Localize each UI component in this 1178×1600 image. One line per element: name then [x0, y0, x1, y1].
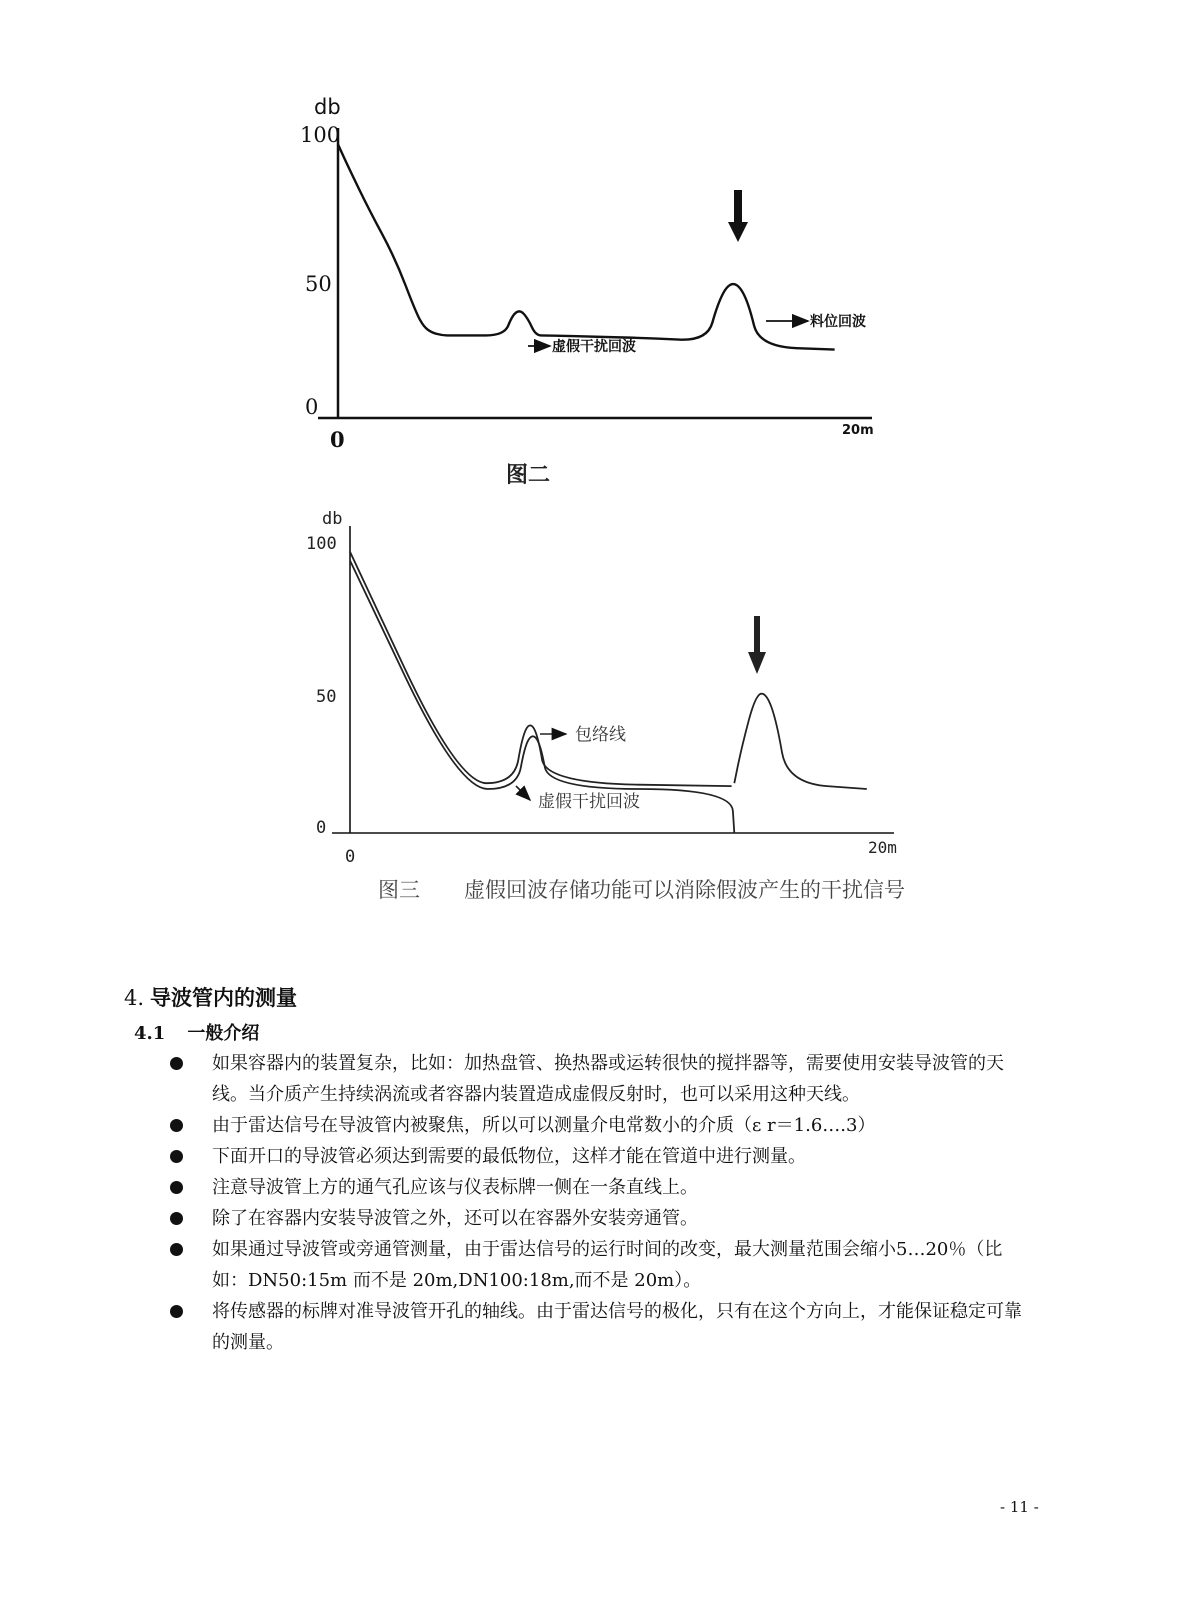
list-item	[168, 1203, 1028, 1234]
down-arrow-icon	[748, 616, 766, 674]
list-item	[168, 1110, 1028, 1141]
list-item-text: 如果通过导波管或旁通管测量，由于雷达信号的运行时间的改变，最大测量范围会缩小5…20％（比如：DN50:15m 而不是 20m,DN100:18m,而不是 20m）。	[212, 1239, 1003, 1291]
list-item-text: 注意导波管上方的通气孔应该与仪表标牌一侧在一条直线上。	[212, 1177, 698, 1198]
list-item-text: 下面开口的导波管必须达到需要的最低物位，这样才能在管道中进行测量。	[212, 1146, 806, 1167]
bullet-dot-icon	[170, 1181, 183, 1194]
list-item	[168, 1048, 1028, 1110]
list-item-text: 除了在容器内安装导波管之外，还可以在容器外安装旁通管。	[212, 1208, 698, 1229]
x-tick-label-20m: 20m	[842, 423, 874, 438]
y-axis-label: db	[322, 509, 343, 529]
list-item	[168, 1234, 1028, 1296]
y-axis-label: db	[314, 95, 341, 119]
figure-3-caption-text: 虚假回波存储功能可以消除假波产生的干扰信号	[464, 878, 905, 902]
subsection-number: 4.1	[134, 1023, 166, 1044]
down-arrow-icon	[728, 190, 748, 242]
bullet-dot-icon	[170, 1119, 183, 1132]
figure-3-caption	[378, 874, 905, 904]
annotation-level-echo: 料位回波	[810, 314, 866, 330]
x-tick-label-0: 0	[345, 847, 356, 867]
y-tick-label-100: 100	[300, 123, 341, 147]
section-heading	[124, 982, 297, 1012]
y-tick-label-100: 100	[306, 534, 337, 554]
x-tick-label-20m: 20m	[868, 838, 897, 857]
page-number: - 11 -	[1000, 1498, 1039, 1516]
section-number: 4.	[124, 986, 145, 1010]
annotation-false-echo: 虚假干扰回波	[538, 792, 640, 812]
bullet-dot-icon	[170, 1243, 183, 1256]
annotation-envelope: 包络线	[575, 725, 626, 745]
subsection-heading	[134, 1019, 259, 1045]
y-tick-label-0: 0	[305, 395, 319, 419]
section-title: 导波管内的测量	[150, 986, 298, 1010]
annotation-false-echo: 虚假干扰回波	[552, 339, 636, 355]
figure-2-caption: 图二	[506, 463, 551, 488]
list-item-text: 由于雷达信号在导波管内被聚焦，所以可以测量介电常数小的介质（ε r＝1.6….3）	[212, 1115, 876, 1136]
list-item-text: 将传感器的标牌对准导波管开孔的轴线。由于雷达信号的极化，只有在这个方向上，才能保证稳定可靠的测量。	[212, 1301, 1022, 1353]
list-item-text: 如果容器内的装置复杂，比如：加热盘管、换热器或运转很快的搅拌器等，需要使用安装导波管的天线。当介质产生持续涡流或者容器内装置造成虚假反射时，也可以采用这种天线。	[212, 1053, 1004, 1105]
figure-3-caption-label: 图三	[378, 878, 420, 902]
signal-curve	[338, 144, 835, 349]
list-item	[168, 1296, 1028, 1358]
level-echo-curve	[734, 694, 867, 789]
figure-2-chart	[300, 95, 874, 452]
subsection-title: 一般介绍	[187, 1023, 260, 1044]
bullet-dot-icon	[170, 1305, 183, 1318]
list-item	[168, 1141, 1028, 1172]
x-tick-label-0: 0	[330, 427, 345, 452]
y-tick-label-50: 50	[316, 687, 337, 707]
figure-3-chart	[306, 509, 897, 867]
y-tick-label-0: 0	[316, 818, 327, 838]
bullet-dot-icon	[170, 1057, 183, 1070]
bullet-list	[168, 1048, 1028, 1358]
bullet-dot-icon	[170, 1212, 183, 1225]
annotation-arrow	[516, 786, 530, 800]
bullet-dot-icon	[170, 1150, 183, 1163]
y-tick-label-50: 50	[305, 272, 332, 296]
list-item	[168, 1172, 1028, 1203]
